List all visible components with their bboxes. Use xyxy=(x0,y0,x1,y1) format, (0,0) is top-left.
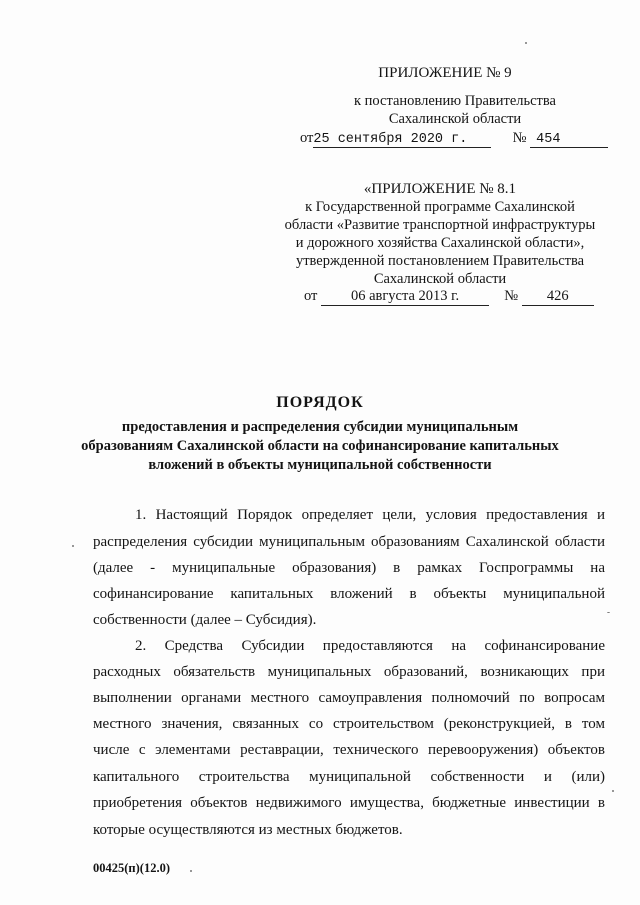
appendix-9-number: 454 xyxy=(530,132,608,148)
appendix-8-1-date: 06 августа 2013 г. xyxy=(321,288,489,306)
document-title: ПОРЯДОК xyxy=(276,394,364,411)
scan-speck xyxy=(525,42,527,44)
appendix-8-1-line4: утвержденной постановлением Правительства xyxy=(295,253,585,269)
document-subtitle-line: вложений в объекты муниципальной собственности xyxy=(148,457,492,473)
appendix-8-1-from-label: от xyxy=(304,288,318,304)
appendix-9-line2: Сахалинской области xyxy=(388,111,522,127)
scan-speck xyxy=(607,612,610,613)
paragraph-1-line: распределения субсидии муниципальным образованиям Сахалинской области xyxy=(93,534,605,550)
paragraph-1-line: 1. Настоящий Порядок определяет цели, условия предоставления и xyxy=(135,507,605,523)
paragraph-2-line: приобретения объектов недвижимого имущества, бюджетные инвестиции в xyxy=(93,795,605,811)
paragraph-1-line: (далее - муниципальные образования) в рамках Госпрограммы на xyxy=(93,560,605,576)
paragraph-1-line: собственности (далее – Субсидия). xyxy=(93,612,317,628)
appendix-8-1-line3: и дорожного хозяйства Сахалинской области», xyxy=(295,235,585,251)
appendix-8-1-number-label: № xyxy=(504,288,519,304)
appendix-9-from-label: от xyxy=(300,130,314,146)
appendix-9-block xyxy=(318,64,578,82)
paragraph-1-line: софинансирование капитальных вложений в объекты муниципальной xyxy=(93,586,605,602)
paragraph-2-line: местного значения, связанных со строительством (реконструкцией, в том xyxy=(93,716,605,732)
paragraph-2-line: 2. Средства Субсидии предоставляются на софинансирование xyxy=(135,638,605,654)
appendix-9-date-row xyxy=(300,130,608,148)
appendix-8-1-line1: к Государственной программе Сахалинской xyxy=(305,199,575,215)
scan-speck xyxy=(190,870,192,872)
appendix-9-text xyxy=(320,92,590,128)
paragraph-2-line: выполнении органами местного самоуправления полномочий по вопросам xyxy=(93,690,605,706)
document-subtitle-line: предоставления и распределения субсидии муниципальным xyxy=(121,419,519,435)
paragraph-2-line: числе с элементами реставрации, технического перевооружения) объектов xyxy=(93,742,605,758)
paragraph-2-line: расходных обязательств муниципальных образований, возникающих при xyxy=(93,664,605,680)
appendix-8-1-block xyxy=(260,180,620,288)
scan-speck xyxy=(612,790,614,792)
appendix-8-1-line5: Сахалинской области xyxy=(373,271,507,287)
paragraph-2-line: которые осуществляются из местных бюджетов. xyxy=(93,822,403,838)
appendix-9-heading: ПРИЛОЖЕНИЕ № 9 xyxy=(378,65,512,81)
appendix-9-date: 25 сентября 2020 г. xyxy=(313,132,491,148)
appendix-8-1-date-row xyxy=(304,288,594,306)
appendix-8-1-number: 426 xyxy=(522,288,594,306)
appendix-9-number-label: № xyxy=(512,130,527,146)
appendix-8-1-heading: «ПРИЛОЖЕНИЕ № 8.1 xyxy=(363,181,517,197)
paragraph-2-line: капитального строительства муниципальной собственности и (или) xyxy=(93,769,605,785)
document-subtitle-line: образованиям Сахалинской области на софинансирование капитальных xyxy=(81,438,559,454)
scan-speck xyxy=(72,545,74,547)
appendix-8-1-line2: области «Развитие транспортной инфраструктуры xyxy=(284,217,596,233)
document-code: 00425(п)(12.0) xyxy=(93,861,170,875)
appendix-9-line1: к постановлению Правительства xyxy=(354,93,556,109)
